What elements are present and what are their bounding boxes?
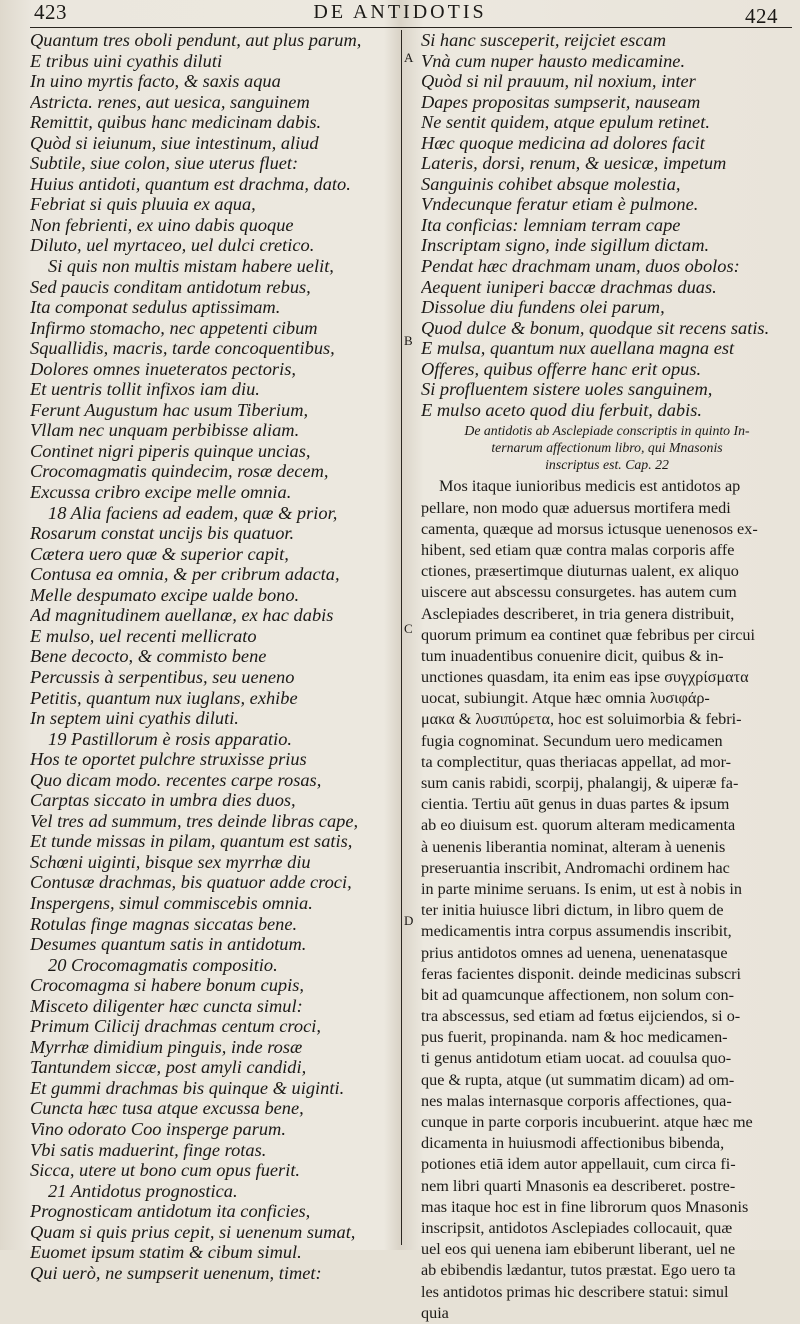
chapter-heading (421, 420, 793, 476)
text-line: Contusa ea omnia, & per cribrum adacta, (30, 564, 340, 585)
text-line: Desumes quantum satis in antidotum. (30, 934, 307, 955)
text-line: Sicca, utere ut bono cum opus fuerit. (30, 1160, 301, 1181)
page-number-left: 423 (34, 0, 67, 24)
text-line: potiones etiā idem autor appellauit, cum circa fi- (421, 1155, 736, 1174)
text-line: Dolores omnes inueteratos pectoris, (30, 358, 296, 379)
text-line: que & rupta, atque (ut summatim dicam) ad om- (421, 1070, 735, 1089)
text-line: nes malas internasque corporis affectiones, qua- (421, 1091, 732, 1110)
margin-marker-c: C (404, 621, 413, 636)
text-line: Ferunt Augustum hac usum Tiberium, (30, 399, 309, 420)
text-line: Quod dulce & bonum, quodque sit recens satis. (421, 317, 770, 338)
text-line: preseruantia inscribit, Andromachi ordinem hac (421, 858, 730, 877)
right-verse-block (421, 30, 793, 420)
text-line: De antidotis ab Asclepiade conscriptis in quinto In- (464, 423, 750, 439)
text-line: quia (421, 1303, 449, 1322)
text-line: tum inuadentibus conuenire dicit, quibus & in- (421, 646, 724, 665)
running-head: DE ANTIDOTIS (313, 1, 487, 23)
text-line: inscripsit, antidotos Asclepiades collocauit, quæ (421, 1218, 733, 1237)
text-line: Primum Cilicij drachmas centum croci, (30, 1016, 321, 1037)
text-line: Infirmo stomacho, nec appetenti cibum (30, 317, 318, 338)
text-line: Schœni uiginti, bisque sex myrrhæ diu (30, 851, 311, 872)
text-line: ti genus antidotum etiam uocat. ad couulsa quo- (421, 1049, 732, 1068)
text-line: Pendat hæc drachmam unam, duos obolos: (421, 256, 740, 277)
text-line: bit ad quamcunque affectionem, non solum con- (421, 985, 735, 1004)
text-line: Asclepiades describeret, in tria genera distribuit, (421, 604, 735, 623)
text-line: Euomet ipsum statim & cibum simul. (30, 1242, 302, 1263)
text-line: camenta, quæque ad morsus ictusque uenenosos ex- (421, 519, 758, 538)
text-line: Offeres, quibus offerre hanc erit opus. (421, 358, 702, 379)
margin-marker-b: B (404, 333, 413, 348)
text-line: Et tunde missas in pilam, quantum est satis, (30, 831, 353, 852)
text-line: Febriat si quis pluuia ex aqua, (30, 194, 256, 215)
text-line: Quo dicam modo. recentes carpe rosas, (30, 769, 322, 790)
text-line: Remittit, quibus hanc medicinam dabis. (30, 112, 322, 133)
text-line: Quòd si nil prauum, nil noxium, inter (421, 71, 696, 92)
text-line: pellare, non modo quæ aduersus mortifera medi (421, 498, 731, 517)
text-line: Contusæ drachmas, bis quatuor adde croci, (30, 872, 352, 893)
left-column (30, 30, 398, 1283)
text-line: à uenenis liberantia nominat, alteram à uenenis (421, 837, 726, 856)
text-line: Ad magnitudinem auellanæ, ex hac dabis (30, 605, 334, 626)
text-line: Qui uerò, ne sumpserit uenenum, timet: (30, 1262, 322, 1283)
text-line: Percussis à serpentibus, seu ueneno (30, 666, 295, 687)
text-line: Carptas siccato in umbra dies duos, (30, 790, 296, 811)
text-line: ta complectitur, quas theriacas appellat, ad mor- (421, 752, 732, 771)
text-line: uiscere aut abscessu consurgetes. has autem cum (421, 583, 737, 602)
text-line: Aequent iuniperi baccæ drachmas duas. (421, 276, 717, 297)
text-line: E mulso aceto quod diu ferbuit, dabis. (421, 399, 702, 420)
text-line: Bene decocto, & commisto bene (30, 646, 267, 667)
text-line: ctiones, præsertimque diuturnas ualent, ex aliquo (421, 562, 739, 581)
text-line: Vino odorato Coo insperge parum. (30, 1118, 286, 1139)
text-line: uel eos qui uenena iam ebiberunt liberant, uel ne (421, 1240, 736, 1259)
text-line: Excussa cribro excipe melle omnia. (30, 482, 292, 503)
text-line: Tantundem siccæ, post amyli candidi, (30, 1057, 307, 1078)
header-rule (30, 27, 792, 28)
text-line: Inspergens, simul commiscebis omnia. (30, 892, 313, 913)
text-line: cunque in parte corporis incubuerint. atque hæc me (421, 1113, 753, 1132)
text-line: Hos te oportet pulchre struxisse prius (30, 749, 307, 770)
text-line: fugia cognominat. Secundum uero medicamen (421, 731, 723, 750)
page-number-right: 424 (745, 4, 778, 28)
text-line: Vel tres ad summum, tres deinde libras cape, (30, 810, 359, 831)
text-line: Vbi satis maduerint, finge rotas. (30, 1139, 267, 1160)
text-line: Non febrienti, ex uino dabis quoque (30, 214, 294, 235)
text-line: Sed paucis conditam antidotum rebus, (30, 276, 311, 297)
text-line: Rosarum constat uncijs bis quatuor. (30, 523, 295, 544)
text-line: Vnà cum nuper hausto medicamine. (421, 50, 686, 71)
text-line: Inscriptam signo, inde sigillum dictam. (421, 235, 710, 256)
text-line: Ne sentit quidem, atque epulum retinet. (421, 112, 710, 133)
text-line: nem libri quarti Mnasonis ea describeret. postre- (421, 1176, 736, 1195)
text-line: unctiones quasdam, ita enim eas ipse συγχρίσματα (421, 668, 749, 687)
text-line: Prognosticam antidotum ita conficies, (30, 1201, 311, 1222)
text-line: Vllam nec unquam perbibisse aliam. (30, 420, 300, 441)
text-line: 21 Antidotus prognostica. (48, 1180, 238, 1201)
text-line: Ita conficias: lemniam terram cape (421, 214, 681, 235)
text-line: cientia. Tertiu aūt genus in duas partes & ipsum (421, 795, 730, 814)
text-line: Quam si quis prius cepit, si uenenum sumat, (30, 1221, 356, 1242)
text-line: Huius antidoti, quantum est drachma, dato. (30, 173, 351, 194)
text-line: feras facientes disponit. deinde medicinas subscri (421, 964, 742, 983)
text-line: ab ebibendis lædantur, tutos præstat. Ego uero ta (421, 1261, 736, 1280)
margin-marker-d: D (404, 913, 414, 928)
right-prose-block (421, 476, 793, 1324)
text-line: Et gummi drachmas bis quinque & uiginti. (30, 1077, 345, 1098)
text-line: Squallidis, macris, tarde concoquentibus, (30, 338, 335, 359)
text-line: Vndecunque feratur etiam è pulmone. (421, 194, 699, 215)
text-line: 19 Pastillorum è rosis apparatio. (48, 728, 293, 749)
text-line: Rotulas finge magnas siccatas bene. (30, 913, 298, 934)
right-column (421, 30, 793, 1324)
text-line: Dapes propositas sumpserit, nauseam (421, 91, 701, 112)
text-line: les antidotos primas hic describere statui: simul (421, 1282, 729, 1301)
text-line: Hæc quoque medicina ad dolores facit (421, 132, 705, 153)
text-line: Subtile, siue colon, siue uterus fluet: (30, 153, 299, 174)
text-line: Ita componat sedulus aptissimam. (30, 297, 281, 318)
text-line: Quòd si ieiunum, siue intestinum, aliud (30, 132, 319, 153)
text-line: Si profluentem sistere uoles sanguinem, (421, 379, 713, 400)
text-line: Sanguinis cohibet absque molestia, (421, 173, 681, 194)
text-line: Crocomagma si habere bonum cupis, (30, 975, 304, 996)
text-line: inscriptus est. Cap. 22 (545, 457, 669, 473)
text-line: Astricta. renes, aut uesica, sanguinem (30, 91, 310, 112)
text-line: 18 Alia faciens ad eadem, quæ & prior, (48, 502, 338, 523)
text-line: Misceto diligenter hæc cuncta simul: (30, 995, 303, 1016)
text-line: E tribus uini cyathis diluti (30, 50, 223, 71)
text-line: 20 Crocomagmatis compositio. (48, 954, 278, 975)
text-line: Lateris, dorsi, renum, & uesicæ, impetum (421, 153, 727, 174)
text-line: E mulsa, quantum nux auellana magna est (421, 338, 735, 359)
text-line: Quantum tres oboli pendunt, aut plus parum, (30, 30, 362, 50)
text-line: pus fuerit, propinanda. nam & hoc medicamen- (421, 1028, 728, 1047)
text-line: Diluto, uel myrtaceo, uel dulci cretico. (30, 235, 315, 256)
text-line: In uino myrtis facto, & saxis aqua (30, 71, 281, 92)
text-line: in parte minime seruans. Is enim, ut est à nobis in (421, 879, 742, 898)
text-line: E mulso, uel recenti mellicrato (30, 625, 257, 646)
text-line: Cætera uero quæ & superior capit, (30, 543, 289, 564)
text-line: tra abscessus, sed etiam ad fœtus eijciendos, si o- (421, 1007, 741, 1026)
margin-marker-a: A (404, 50, 414, 65)
text-line: Continet nigri piperis quinque uncias, (30, 440, 311, 461)
text-line: prius antidotos omnes ad uenena, uenenatasque (421, 943, 728, 962)
text-line: hibent, sed etiam quæ contra malas corporis affe (421, 540, 735, 559)
text-line: Petitis, quantum nux iuglans, exhibe (30, 687, 298, 708)
text-line: In septem uini cyathis diluti. (30, 708, 239, 729)
text-line: dicamenta in huiusmodi affectionibus bibenda, (421, 1134, 725, 1153)
text-line: medicamentis intra corpus assumendis inscribit, (421, 922, 732, 941)
text-line: uocat, subiungit. Atque hæc omnia λυσιφάρ- (421, 689, 710, 708)
text-line: μακα & λυσιπύρετα, hoc est soluimorbia & febri- (421, 710, 742, 729)
text-line: Si hanc susceperit, reijciet escam (421, 30, 666, 50)
text-line: Si quis non multis mistam habere uelit, (48, 256, 334, 277)
text-line: Crocomagmatis quindecim, rosæ decem, (30, 461, 329, 482)
text-line: Et uentris tollit infixos iam diu. (30, 379, 260, 400)
text-line: Myrrhæ dimidium pinguis, inde rosæ (30, 1036, 303, 1057)
text-line: ter initia huiusce libri dictum, in libro quem de (421, 901, 724, 920)
text-line: mas itaque hoc est in fine librorum quos Mnasonis (421, 1197, 749, 1216)
text-line: Melle despumato excipe ualde bono. (30, 584, 300, 605)
text-line: Cuncta hæc tusa atque excussa bene, (30, 1098, 304, 1119)
text-line: Dissolue diu fundens olei parum, (421, 297, 665, 318)
text-line: sum canis rabidi, scorpij, phalangij, & uiperæ fa- (421, 774, 739, 793)
column-divider (401, 30, 402, 1245)
text-line: quorum primum ea continet quæ febribus per circui (421, 625, 756, 644)
text-line: ab eo diuisum est. quorum alteram medicamenta (421, 816, 736, 835)
text-line: Mos itaque iunioribus medicis est antidotos ap (439, 477, 741, 496)
text-line: ternarum affectionum libro, qui Mnasonis (491, 440, 723, 456)
